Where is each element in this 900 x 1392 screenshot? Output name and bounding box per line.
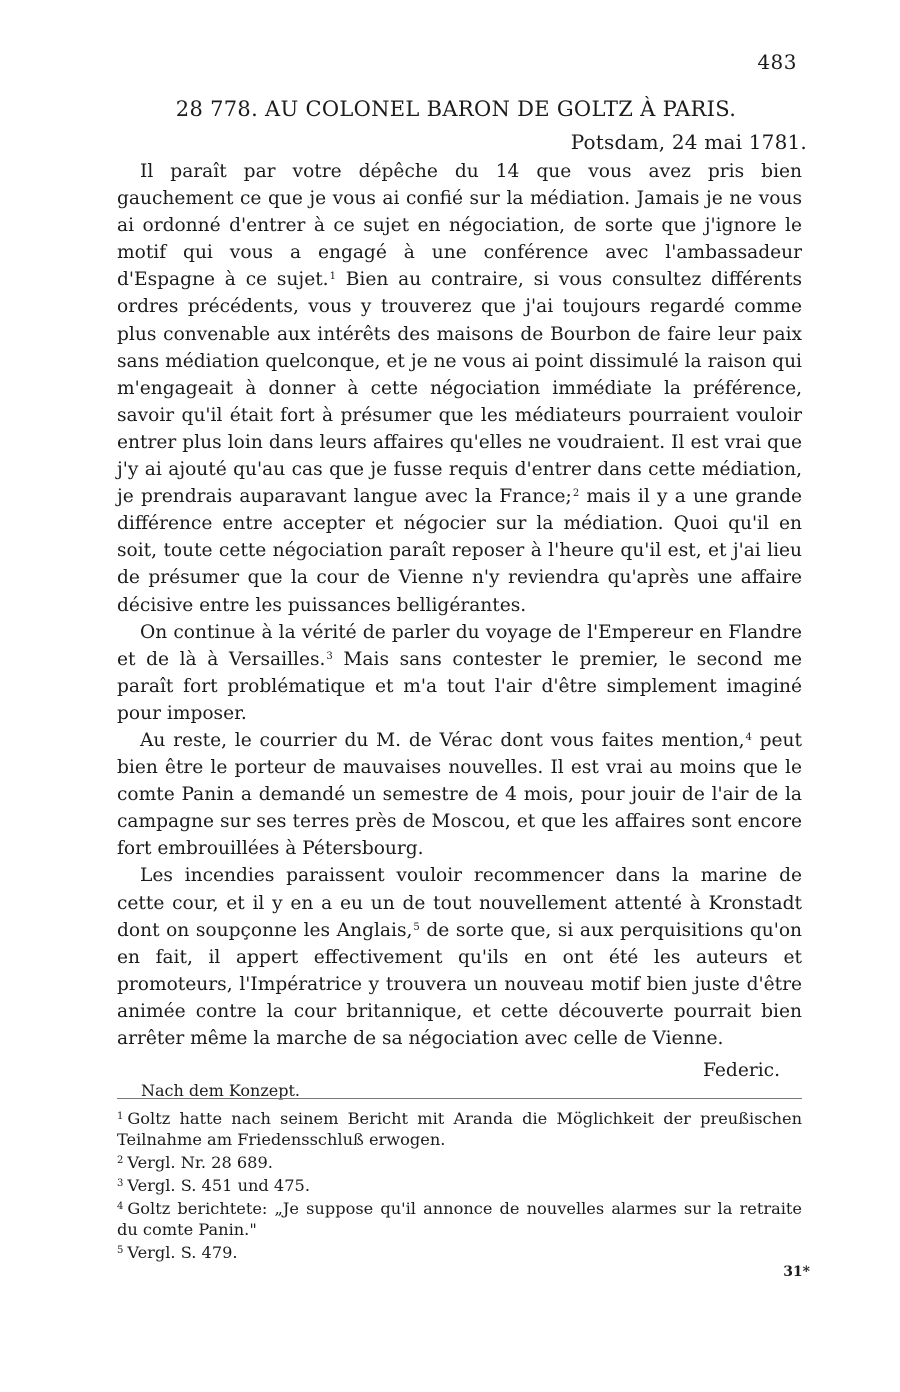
footnote-number: 3 <box>117 1178 124 1189</box>
paragraph-text: Les incendies paraissent vouloir recommencer dans la marine de cette cour, et il y en a eu un de tout nouvellement attenté à Kronstadt dont on soupçonne les Anglais, <box>117 865 802 941</box>
footnote <box>117 1196 802 1240</box>
footnote-reference[interactable]: 4 <box>745 731 752 743</box>
footnote <box>117 1240 802 1263</box>
footnote-reference[interactable]: 5 <box>413 921 420 933</box>
source-note: Nach dem Konzept. <box>141 1081 300 1100</box>
printer-signature-mark: 31* <box>783 1264 810 1280</box>
footnote-reference[interactable]: 3 <box>326 650 333 662</box>
paragraph <box>117 862 802 1052</box>
footnote-text: Goltz berichtete: „Je suppose qu'il annonce de nouvelles alarmes sur la retraite du comte Panin." <box>117 1199 802 1239</box>
paragraph-text: On continue à la vérité de parler du voyage de l'Empereur en Flandre et de là à Versailles. <box>117 621 802 670</box>
footnote-text: Vergl. Nr. 28 689. <box>127 1153 273 1172</box>
footnote <box>117 1106 802 1150</box>
footnote-divider <box>117 1098 802 1099</box>
footnote <box>117 1150 802 1173</box>
footnote-reference[interactable]: 2 <box>572 488 580 500</box>
footnote-number: 2 <box>117 1155 124 1166</box>
paragraph-text: mais il y a une grande différence entre accepter et négocier sur la médiation. Quoi qu'il en soit, toute cette négociation paraît reposer à l'heure qu'il est, et j'ai lieu de présumer que la cour de Vienne n'y reviendra qu'après une affaire décisive entre les puissances belligérantes. <box>117 486 802 616</box>
letter-heading: 28 778. AU COLONEL BARON DE GOLTZ À PARIS. <box>175 97 737 121</box>
paragraph-text: Bien au contraire, si vous consultez différents ordres précédents, vous y trouverez que j'ai toujours regardé comme plus convenable aux intérêts des maisons de Bourbon de faire leur paix sans médiation quelconque, et je ne vous ai point dissimulé la raison qui m'engageait à donner à cette négociation immédiate la préférence, savoir qu'il était fort à présumer que les médiateurs pourraient vouloir entrer plus loin dans leurs affaires qu'elles ne voudraient. Il est vrai que j'y ai ajouté qu'au cas que je fusse requis d'entrer dans cette médiation, je prendrais auparavant langue avec la France; <box>117 269 802 508</box>
footnote-reference[interactable]: 1 <box>329 271 336 283</box>
paragraph-text: Il paraît par votre dépêche du 14 que vous avez pris bien gauchement ce que je vous ai confié sur la médiation. Jamais je ne vous ai ordonné d'entrer à ce sujet en négociation, de sorte que j'ignore le motif qui vous a engagé à une conférence avec l'ambassadeur d'Espagne à ce sujet. <box>117 161 802 291</box>
page-number: 483 <box>757 50 797 74</box>
paragraph-text: peut bien être le porteur de mauvaises nouvelles. Il est vrai au moins que le comte Panin a demandé un semestre de 4 mois, pour jouir de l'air de la campagne sur ses terres près de Moscou, et que les affaires sont encore fort embrouillées à Pétersbourg. <box>117 729 802 860</box>
signature: Federic. <box>703 1060 780 1081</box>
footnote-number: 4 <box>117 1201 124 1212</box>
footnote-number: 5 <box>117 1245 124 1256</box>
footnotes <box>117 1106 802 1263</box>
footnote-text: Vergl. S. 479. <box>127 1243 238 1262</box>
paragraph-text: Mais sans contester le premier, le second me paraît fort problématique et m'a tout l'air d'être simplement imaginé pour imposer. <box>117 648 802 724</box>
footnote-text: Goltz hatte nach seinem Bericht mit Aranda die Möglichkeit der preußischen Teilnahme am Friedensschluß erwogen. <box>117 1109 802 1149</box>
paragraph-text: de sorte que, si aux perquisitions qu'on en fait, il appert effectivement qu'ils en ont été les auteurs et promoteurs, l'Impératrice y trouvera un nouveau motif bien juste d'être animée contre la cour britannique, et cette découverte pourrait bien arrêter même la marche de sa négociation avec celle de Vienne. <box>117 919 802 1049</box>
dateline: Potsdam, 24 mai 1781. <box>570 130 807 154</box>
footnote-number: 1 <box>117 1111 124 1122</box>
footnote-text: Vergl. S. 451 und 475. <box>127 1176 310 1195</box>
paragraph <box>117 727 802 862</box>
paragraph <box>117 619 802 727</box>
paragraph <box>117 158 802 619</box>
letter-body <box>117 158 802 1052</box>
paragraph-text: Au reste, le courrier du M. de Vérac dont vous faites mention, <box>140 729 745 751</box>
footnote <box>117 1173 802 1196</box>
